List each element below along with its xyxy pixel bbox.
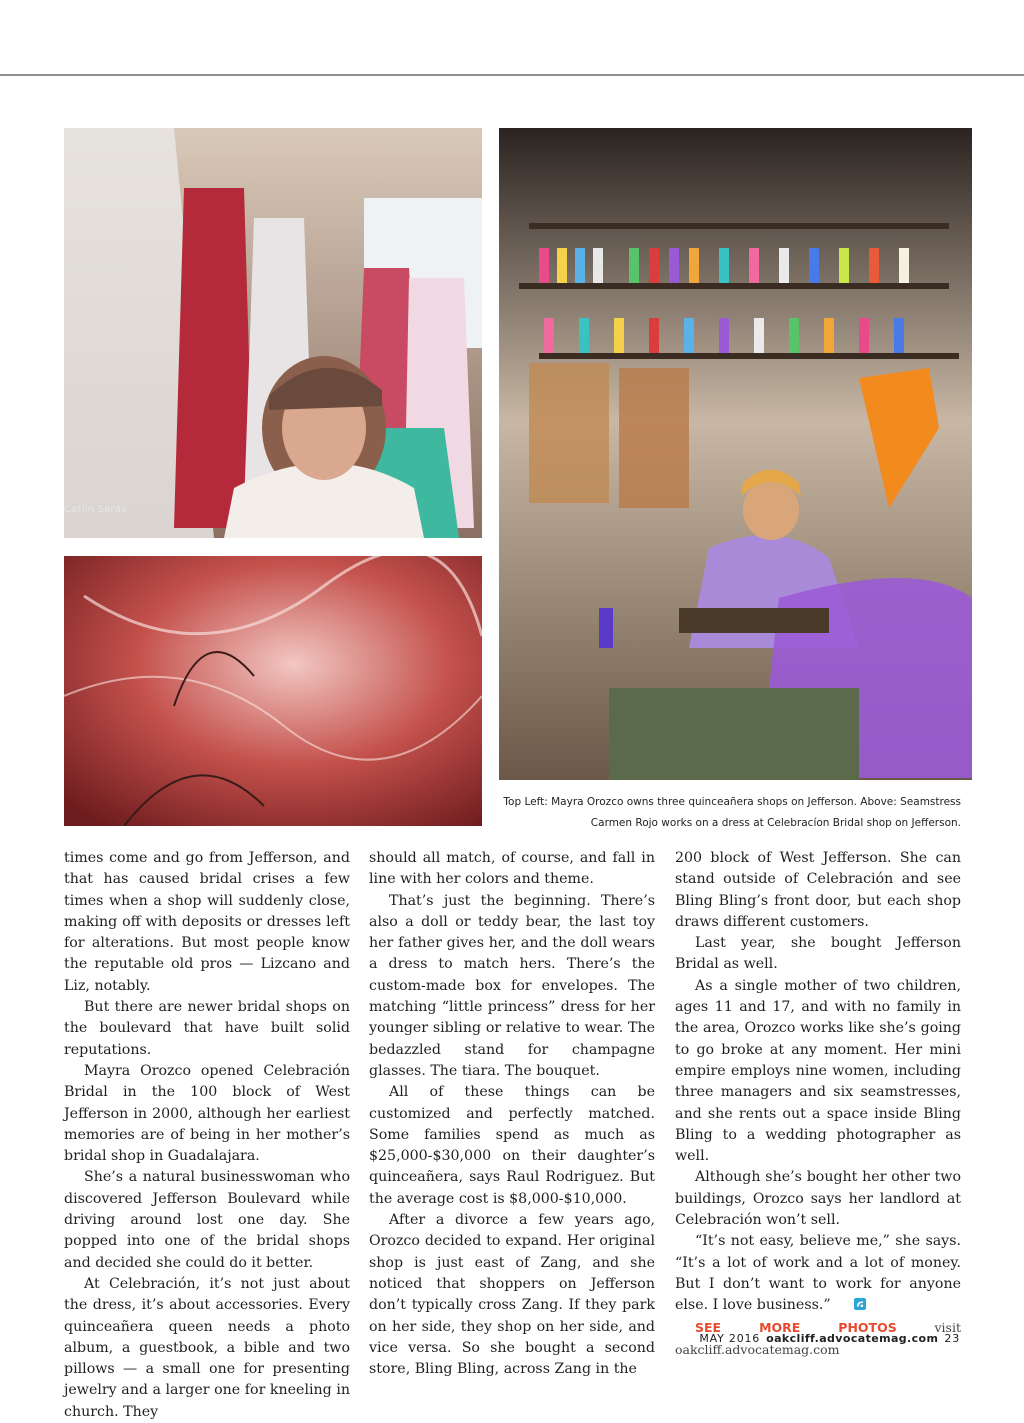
paragraph: All of these things can be customized and perfectly matched. Some families spend as much as $25,000-$30,000 on their daughter’s quinceañera, says Raul Rodriguez. But the average cost is $8,000-$10,000. [369,1084,655,1207]
advocate-logo-icon [834,1296,846,1308]
folio-site: oakcliff.advocatemag.com [766,1332,939,1345]
photo-tulle-closeup [64,556,482,826]
photo-mayra-orozco-image [64,128,482,538]
article-column-2 [369,848,655,1380]
photo-caption: Top Left: Mayra Orozco owns three quinceañera shops on Jefferson. Above: Seamstress Carmen Rojo works on a dress at Celebracíon Bridal shop on Jefferson. [503,796,961,829]
paragraph: At Celebración, it’s not just about the dress, it’s about accessories. Every quinceañera queen needs a photo album, a guestbook, a bible and two pillows — a small one for presenting jewelry and a larger one for kneeling in church. They [64,1275,350,1420]
paragraph: Last year, she bought Jefferson Bridal as well. [675,935,961,973]
paragraph: Mayra Orozco opened Celebración Bridal in the 100 block of West Jefferson in 2000, although her earliest memories are of being in her mother’s bridal shop in Guadalajara. [64,1062,350,1165]
page-folio [693,1332,960,1345]
paragraph: times come and go from Jefferson, and that has caused bridal crises a few times when a shop will suddenly close, making off with deposits or dresses left for alterations. But most people know the reputable old pros — Lizcano and Liz, notably. [64,850,350,994]
paragraph: She’s a natural businesswoman who discovered Jefferson Boulevard while driving around lost one day. She popped into one of the bridal shops and decided she could do it better. [64,1169,350,1271]
paragraph: “It’s not easy, believe me,” she says. “It’s a lot of work and a lot of money. But I don’t want to work for anyone else. I love business.” [675,1233,961,1314]
photo-mayra-orozco [64,128,482,538]
photo-seamstress [499,128,972,780]
see-more-url: visit oakcliff.advocatemag.com [675,1319,961,1357]
article-column-3 [675,848,961,1361]
paragraph: After a divorce a few years ago, Orozco decided to expand. Her original shop is just east of Zang, and she noticed that shoppers on Jefferson don’t typically cross Zang. If they park on her side, they shop on her side, and vice versa. So she bought a second store, Bling Bling, across Zang in the [369,1212,655,1378]
paragraph: Although she’s bought her other two buildings, Orozco says her landlord at Celebración won’t sell. [675,1169,961,1229]
see-more-label: SEE MORE PHOTOS [695,1319,897,1335]
photo-tulle-closeup-image [64,556,482,826]
paragraph: But there are newer bridal shops on the boulevard that have built solid reputations. [64,999,350,1058]
paragraph-ending [675,1231,961,1316]
photo-seamstress-image [499,128,972,780]
page-number: 23 [944,1332,960,1345]
paragraph: As a single mother of two children, ages 11 and 17, and with no family in the area, Orozco works like she’s going to go broke at any moment. Her mini empire employs nine women, including three managers and six seamstresses, and she rents out a space inside Bling Bling to a wedding photographer as well. [675,977,961,1165]
paragraph: That’s just the beginning. There’s also a doll or teddy bear, the last toy her father gives her, and the doll wears a dress to match hers. There’s the custom-made box for envelopes. The matching “little princess” dress for her younger sibling or relative to wear. The bedazzled stand for champagne glasses. The tiara. The bouquet. [369,892,655,1079]
article-column-1 [64,848,350,1423]
photo-credit: Catlin Saras [64,504,127,515]
paragraph: 200 block of West Jefferson. She can stand outside of Celebración and see Bling Bling’s front door, but each shop draws different customers. [675,850,961,930]
header-rule [0,74,1024,76]
paragraph: should all match, of course, and fall in line with her colors and theme. [369,850,655,888]
folio-date: MAY 2016 [699,1332,761,1345]
